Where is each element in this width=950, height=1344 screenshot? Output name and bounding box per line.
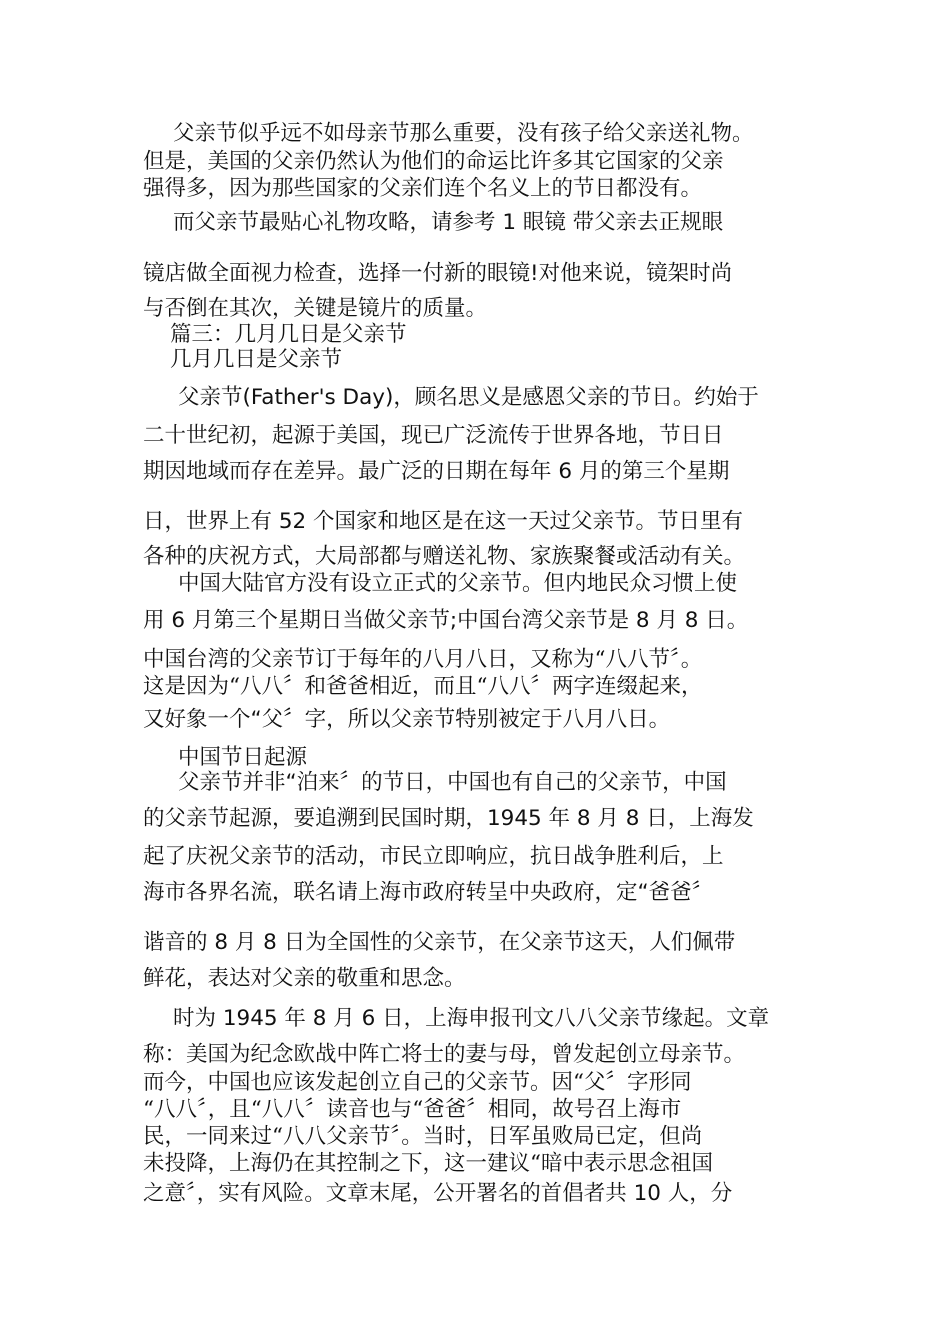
article-title: 几月几日是父亲节 [170, 347, 343, 372]
paragraph-8-line-2: 而今，中国也应该发起创立自己的父亲节。因“父〞字形同 [143, 1070, 692, 1095]
paragraph-1-line-2: 与否倒在其次，关键是镜片的质量。 [143, 296, 488, 321]
paragraph-4-line-3: 日，世界上有 52 个国家和地区是在这一天过父亲节。节日里有 [143, 509, 744, 534]
section-heading: 篇三：几月几日是父亲节 [170, 322, 407, 347]
paragraph-7-line-1: 的父亲节起源，要追溯到民国时期，1945 年 8 月 8 日，上海发 [143, 806, 754, 831]
paragraph-4-line-0: 父亲节(Father's Day)，顾名思义是感恩父亲的节日。约始于 [178, 385, 759, 410]
paragraph-0-line-2: 强得多，因为那些国家的父亲们连个名义上的节日都没有。 [143, 176, 703, 201]
paragraph-4-line-2: 期因地域而存在差异。最广泛的日期在每年 6 月的第三个星期 [143, 459, 730, 484]
paragraph-0-line-1: 但是，美国的父亲仍然认为他们的命运比许多其它国家的父亲 [143, 149, 724, 174]
paragraph-5-line-4: 又好象一个“父〞字，所以父亲节特别被定于八月八日。 [143, 707, 671, 732]
paragraph-5-line-1: 用 6 月第三个星期日当做父亲节;中国台湾父亲节是 8 月 8 日。 [143, 608, 749, 633]
paragraph-8-line-5: 未投降，上海仍在其控制之下，这一建议“暗中表示思念祖国 [143, 1151, 713, 1176]
paragraph-4-line-4: 各种的庆祝方式，大局部都与赠送礼物、家族聚餐或活动有关。 [143, 544, 746, 569]
paragraph-0-line-0: 父亲节似乎远不如母亲节那么重要，没有孩子给父亲送礼物。 [173, 121, 754, 146]
paragraph-7-line-5: 鲜花，表达对父亲的敬重和思念。 [143, 966, 466, 991]
paragraph-1-line-0: 而父亲节最贴心礼物攻略，请参考 1 眼镜 带父亲去正规眼 [173, 210, 724, 235]
subsection-heading: 中国节日起源 [178, 745, 308, 770]
paragraph-7-line-0: 父亲节并非“泊来〞的节日，中国也有自己的父亲节，中国 [178, 770, 727, 795]
paragraph-8-line-4: 民，一同来过“八八父亲节〞。当时，日军虽败局已定，但尚 [143, 1124, 703, 1149]
paragraph-4-line-1: 二十世纪初，起源于美国，现已广泛流传于世界各地，节日日 [143, 423, 724, 448]
paragraph-8-line-0: 时为 1945 年 8 月 6 日，上海申报刊文八八父亲节缘起。文章 [173, 1006, 770, 1031]
paragraph-5-line-0: 中国大陆官方没有设立正式的父亲节。但内地民众习惯上使 [178, 571, 738, 596]
paragraph-1-line-1: 镜店做全面视力检查，选择一付新的眼镜!对他来说，镜架时尚 [143, 261, 733, 286]
paragraph-8-line-1: 称：美国为纪念欧战中阵亡将士的妻与母，曾发起创立母亲节。 [143, 1042, 746, 1067]
paragraph-8-line-3: “八八〞，且“八八〞读音也与“爸爸〞相同，故号召上海市 [143, 1097, 682, 1122]
paragraph-7-line-4: 谐音的 8 月 8 日为全国性的父亲节，在父亲节这天，人们佩带 [143, 930, 736, 955]
paragraph-5-line-2: 中国台湾的父亲节订于每年的八月八日，又称为“八八节〞。 [143, 647, 703, 672]
paragraph-7-line-3: 海市各界名流，联名请上海市政府转呈中央政府，定“爸爸〞 [143, 880, 714, 905]
paragraph-8-line-6: 之意〞，实有风险。文章末尾，公开署名的首倡者共 10 人，分 [143, 1181, 733, 1206]
paragraph-5-line-3: 这是因为“八八〞和爸爸相近，而且“八八〞两字连缀起来， [143, 674, 703, 699]
paragraph-7-line-2: 起了庆祝父亲节的活动，市民立即响应，抗日战争胜利后，上 [143, 844, 724, 869]
